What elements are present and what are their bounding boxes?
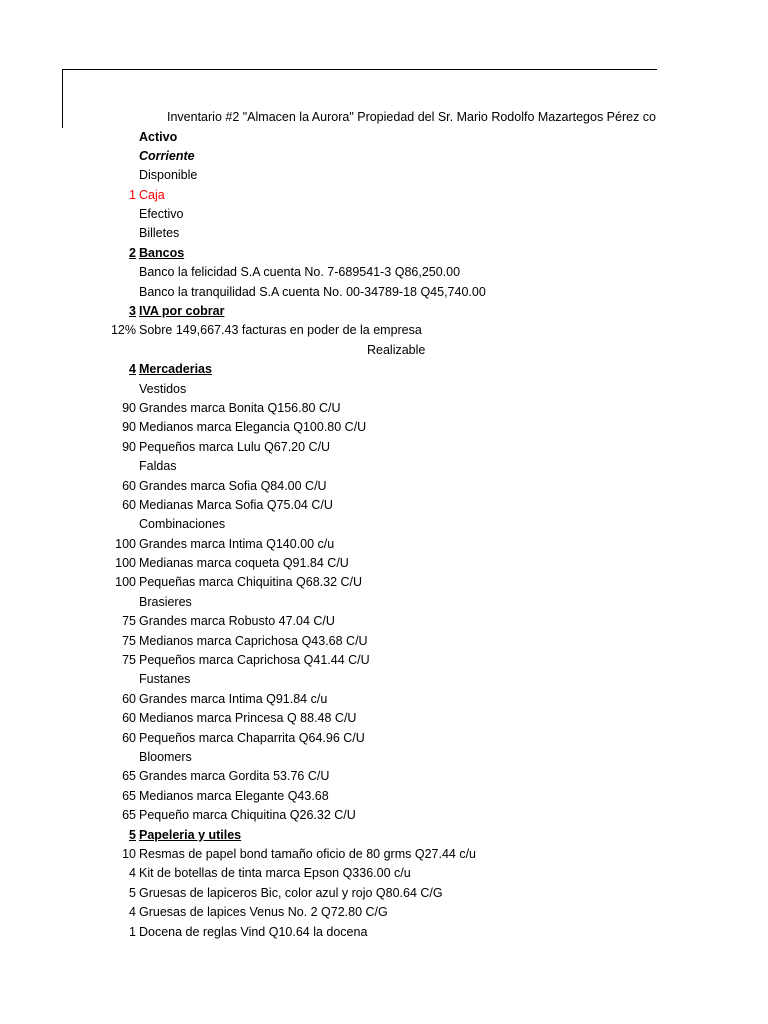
- inventory-row: [0, 244, 768, 263]
- row-text: Billetes: [139, 226, 180, 241]
- inventory-row: [0, 535, 768, 554]
- row-text: Docena de reglas Vind Q10.64 la docena: [139, 924, 368, 939]
- inventory-row: [0, 864, 768, 883]
- row-text: Papeleria y utiles: [139, 827, 242, 842]
- inventory-row: [0, 748, 768, 767]
- row-text: Kit de botellas de tinta marca Epson Q336.00 c/u: [139, 866, 411, 881]
- row-text: Medianas marca coqueta Q91.84 C/U: [139, 556, 349, 571]
- row-text: Grandes marca Robusto 47.04 C/U: [139, 614, 335, 629]
- row-number: 90: [122, 439, 136, 454]
- inventory-row: [0, 457, 768, 476]
- inventory-row: [0, 341, 768, 360]
- row-number: 10: [122, 846, 136, 861]
- inventory-row: [0, 806, 768, 825]
- inventory-row: [0, 632, 768, 651]
- row-text: Activo: [139, 129, 178, 144]
- row-text: Banco la tranquilidad S.A cuenta No. 00-34789-18 Q45,740.00: [139, 284, 486, 299]
- row-text: Caja: [139, 187, 165, 202]
- row-number: 4: [129, 362, 136, 377]
- row-text: Efectivo: [139, 207, 184, 222]
- row-text: Pequeñas marca Chiquitina Q68.32 C/U: [139, 575, 363, 590]
- section-label-realizable: Realizable: [367, 342, 426, 357]
- row-text: Gruesas de lapiceros Bic, color azul y rojo Q80.64 C/G: [139, 885, 443, 900]
- row-text: Sobre 149,667.43 facturas en poder de la empresa: [139, 323, 422, 338]
- row-text: Mercaderias: [139, 362, 212, 377]
- inventory-row: [0, 205, 768, 224]
- row-text: Pequeños marca Chaparrita Q64.96 C/U: [139, 730, 365, 745]
- row-number: 60: [122, 730, 136, 745]
- row-number: 1: [129, 187, 136, 202]
- row-number: 75: [122, 614, 136, 629]
- row-text: Medianas Marca Sofia Q75.04 C/U: [139, 497, 333, 512]
- inventory-row: [0, 923, 768, 942]
- row-number: 60: [122, 711, 136, 726]
- row-number: 100: [115, 575, 136, 590]
- row-text: Medianos marca Elegante Q43.68: [139, 788, 329, 803]
- inventory-row: [0, 438, 768, 457]
- row-text: Gruesas de lapices Venus No. 2 Q72.80 C/G: [139, 905, 388, 920]
- row-number: 5: [129, 885, 136, 900]
- inventory-row: [0, 573, 768, 592]
- inventory-row: [0, 787, 768, 806]
- row-text: Medianos marca Princesa Q 88.48 C/U: [139, 711, 357, 726]
- row-text: Corriente: [139, 148, 195, 163]
- inventory-row: [0, 166, 768, 185]
- row-text: Grandes marca Bonita Q156.80 C/U: [139, 400, 341, 415]
- inventory-row: [0, 826, 768, 845]
- row-text: IVA por cobrar: [139, 304, 225, 319]
- row-text: Pequeño marca Chiquitina Q26.32 C/U: [139, 808, 356, 823]
- inventory-row: [0, 554, 768, 573]
- row-text: Grandes marca Gordita 53.76 C/U: [139, 769, 330, 784]
- row-number: 1: [129, 924, 136, 939]
- row-number: 4: [129, 866, 136, 881]
- inventory-row: [0, 128, 768, 147]
- inventory-row: [0, 302, 768, 321]
- row-number: 75: [122, 653, 136, 668]
- inventory-row: [0, 321, 768, 340]
- row-number: 75: [122, 633, 136, 648]
- inventory-row: [0, 709, 768, 728]
- inventory-row: [0, 186, 768, 205]
- row-number: 60: [122, 478, 136, 493]
- inventory-row: [0, 283, 768, 302]
- row-number: 90: [122, 400, 136, 415]
- row-number: 65: [122, 808, 136, 823]
- inventory-row: [0, 380, 768, 399]
- row-text: Pequeños marca Lulu Q67.20 C/U: [139, 439, 331, 454]
- row-number: 5: [129, 827, 136, 842]
- inventory-row: [0, 224, 768, 243]
- row-text: Resmas de papel bond tamaño oficio de 80 grms Q27.44 c/u: [139, 846, 477, 861]
- row-text: Bloomers: [139, 750, 192, 764]
- row-number: 100: [115, 536, 136, 551]
- row-number: 100: [115, 556, 136, 571]
- row-text: Banco la felicidad S.A cuenta No. 7-689541-3 Q86,250.00: [139, 265, 461, 280]
- inventory-row: [0, 418, 768, 437]
- row-text: Pequeños marca Caprichosa Q41.44 C/U: [139, 653, 370, 668]
- inventory-row: [0, 845, 768, 864]
- row-text: Vestidos: [139, 381, 187, 396]
- inventory-row: [0, 612, 768, 631]
- row-number: 4: [129, 905, 136, 920]
- inventory-row: [0, 903, 768, 922]
- inventory-row: [0, 477, 768, 496]
- row-text: Brasieres: [139, 594, 192, 609]
- row-text: Bancos: [139, 245, 185, 260]
- row-number: 12%: [110, 323, 136, 338]
- inventory-row: [0, 729, 768, 748]
- inventory-row: [0, 515, 768, 534]
- row-number: 3: [129, 304, 136, 319]
- row-text: Grandes marca Sofia Q84.00 C/U: [139, 478, 327, 493]
- inventory-row: [0, 767, 768, 786]
- inventory-row: [0, 670, 768, 689]
- row-number: 65: [122, 788, 136, 803]
- row-number: 65: [122, 769, 136, 784]
- row-number: 60: [122, 497, 136, 512]
- row-text: Medianos marca Caprichosa Q43.68 C/U: [139, 633, 368, 648]
- row-text: Disponible: [139, 168, 198, 183]
- inventory-row: [0, 651, 768, 670]
- row-text: Combinaciones: [139, 517, 226, 532]
- inventory-row: [0, 593, 768, 612]
- row-text: Grandes marca Intima Q91.84 c/u: [139, 691, 328, 706]
- row-text: Medianos marca Elegancia Q100.80 C/U: [139, 420, 367, 435]
- inventory-rows: [0, 128, 768, 942]
- inventory-row: [0, 360, 768, 379]
- inventory-title: Inventario #2 "Almacen la Aurora" Propiedad del Sr. Mario Rodolfo Mazartegos Pérez co: [167, 110, 656, 124]
- row-number: 90: [122, 420, 136, 435]
- inventory-row: [0, 884, 768, 903]
- row-text: Fustanes: [139, 672, 191, 687]
- inventory-row: [0, 399, 768, 418]
- row-text: Grandes marca Intima Q140.00 c/u: [139, 536, 335, 551]
- inventory-row: [0, 263, 768, 282]
- row-text: Faldas: [139, 459, 177, 474]
- inventory-row: [0, 690, 768, 709]
- row-number: 2: [129, 245, 136, 260]
- inventory-row: [0, 496, 768, 515]
- inventory-row: [0, 147, 768, 166]
- row-number: 60: [122, 691, 136, 706]
